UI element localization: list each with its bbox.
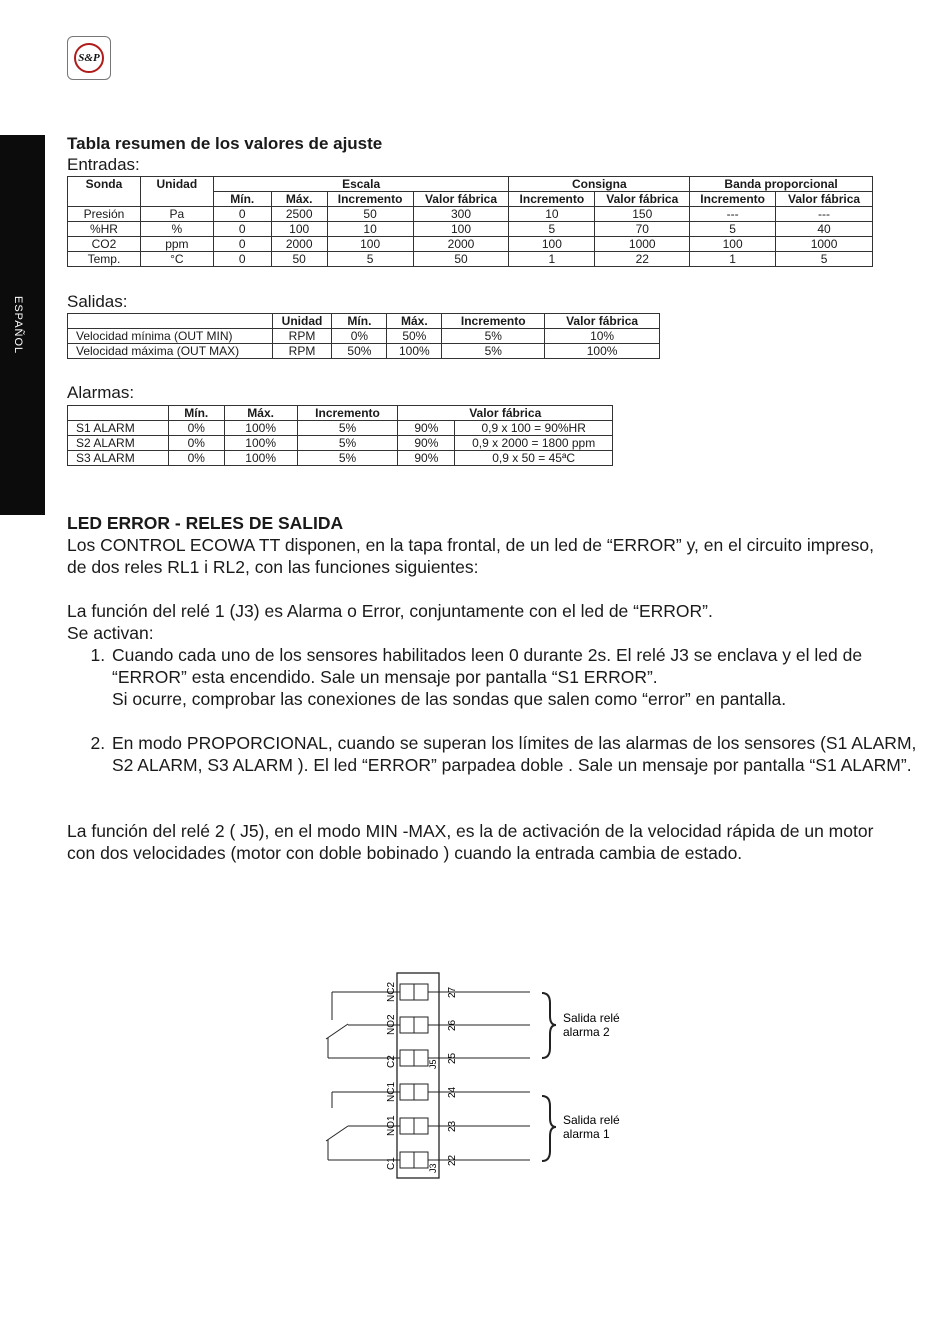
table-cell: 10 — [327, 222, 413, 237]
header-valor-fabrica: Valor fábrica — [413, 192, 509, 207]
terminal-label: C2 — [386, 1055, 397, 1068]
terminal-label: NC2 — [386, 981, 397, 1002]
led-intro: Los CONTROL ECOWA TT disponen, en la tapa frontal, de un led de “ERROR” y, en el circuito impreso, de dos reles RL1 i RL2, con las funciones siguientes: — [67, 535, 874, 577]
brace-alarm2 — [542, 993, 556, 1058]
activate-label: Se activan: — [67, 623, 154, 643]
terminal-number: 25 — [447, 1052, 458, 1064]
terminal-number: 24 — [447, 1086, 458, 1098]
sp-logo — [67, 36, 111, 80]
table-cell: %HR — [68, 222, 141, 237]
header-escala: Escala — [213, 177, 509, 192]
table-row — [68, 451, 613, 466]
table-cell: 300 — [413, 207, 509, 222]
terminal-number: 27 — [447, 986, 458, 998]
table-cell: 0% — [168, 421, 224, 436]
table-cell: 100 — [509, 237, 595, 252]
table-cell: 0 — [213, 252, 271, 267]
table-cell: RPM — [272, 344, 332, 359]
table-cell: 0% — [168, 451, 224, 466]
table-header: Máx. — [224, 406, 297, 421]
table-cell: 5 — [776, 252, 873, 267]
table-cell: 5% — [442, 344, 545, 359]
table-cell: Velocidad mínima (OUT MIN) — [68, 329, 273, 344]
table-cell: S3 ALARM — [68, 451, 169, 466]
terminal-label: C1 — [386, 1157, 397, 1170]
table-cell: 100 — [690, 237, 776, 252]
outputs-label: Salidas: — [67, 292, 128, 311]
table-header: Valor fábrica — [545, 314, 660, 329]
table-cell: % — [140, 222, 213, 237]
table-cell: 0% — [332, 329, 387, 344]
sidebar-language-label: ESPAÑOL — [12, 296, 24, 355]
alarms-label: Alarmas: — [67, 383, 135, 402]
table-header — [68, 314, 273, 329]
table-cell: 5% — [442, 329, 545, 344]
table-row — [68, 344, 660, 359]
activation-list — [67, 644, 930, 776]
table-cell: 5% — [297, 451, 398, 466]
item2-text: En modo PROPORCIONAL, cuando se superan los límites de las alarmas de los sensores (S1 ALARM, S2 ALARM, S3 ALARM ). El led “ERROR” parpadea doble . Sale un mensaje por pantalla “S1 ALARM”. — [112, 733, 917, 775]
header-sonda: Sonda — [68, 177, 141, 207]
terminal-number: 22 — [447, 1154, 458, 1166]
table-cell: 2000 — [271, 237, 327, 252]
table-cell: 0,9 x 100 = 90%HR — [455, 421, 613, 436]
table-row — [68, 252, 873, 267]
table-cell: 0 — [213, 222, 271, 237]
relay-wiring-diagram — [320, 968, 640, 1183]
table-cell: 100% — [387, 344, 442, 359]
table-cell: CO2 — [68, 237, 141, 252]
table-cell: 5% — [297, 436, 398, 451]
table-header — [68, 406, 169, 421]
table-cell: 100% — [224, 436, 297, 451]
table-cell: 1 — [509, 252, 595, 267]
table-cell: 50 — [327, 207, 413, 222]
table-cell: 100% — [545, 344, 660, 359]
table-cell: 2000 — [413, 237, 509, 252]
table-cell: RPM — [272, 329, 332, 344]
alarms-table — [67, 405, 613, 466]
table-cell: 150 — [595, 207, 690, 222]
terminal-number: 23 — [447, 1120, 458, 1132]
table-cell: ppm — [140, 237, 213, 252]
logo-mark: S&P — [74, 43, 104, 73]
table-cell: 90% — [398, 451, 455, 466]
table-cell: 2500 — [271, 207, 327, 222]
contact-lever — [326, 1024, 348, 1039]
table-row — [68, 222, 873, 237]
table-cell: Pa — [140, 207, 213, 222]
item1-text: Cuando cada uno de los sensores habilitados leen 0 durante 2s. El relé J3 se enclava y el led de “ERROR” esta encendido. Sale un mensaje por pantalla “S1 ERROR”. — [112, 645, 863, 687]
table-cell: 10% — [545, 329, 660, 344]
header-valor-fabrica: Valor fábrica — [595, 192, 690, 207]
table-cell: 50 — [271, 252, 327, 267]
table-cell: 0,9 x 50 = 45ªC — [455, 451, 613, 466]
list-item — [110, 732, 930, 776]
table-row — [68, 237, 873, 252]
relay1-text: La función del relé 1 (J3) es Alarma o Error, conjuntamente con el led de “ERROR”. — [67, 601, 713, 621]
table-row — [68, 207, 873, 222]
terminal-label: NO2 — [386, 1014, 397, 1035]
table-cell: 5 — [690, 222, 776, 237]
table-cell: Velocidad máxima (OUT MAX) — [68, 344, 273, 359]
table-cell: --- — [690, 207, 776, 222]
table-header: Incremento — [442, 314, 545, 329]
led-section-title: LED ERROR - RELES DE SALIDA — [67, 513, 344, 533]
inputs-table — [67, 176, 873, 267]
table-cell: 100 — [327, 237, 413, 252]
terminal-number: 26 — [447, 1019, 458, 1031]
table-cell: 5 — [327, 252, 413, 267]
table-header: Incremento — [297, 406, 398, 421]
summary-title: Tabla resumen de los valores de ajuste — [67, 134, 383, 153]
table-header: Mín. — [168, 406, 224, 421]
table-cell: 1000 — [776, 237, 873, 252]
table-cell: 50% — [332, 344, 387, 359]
table-cell: °C — [140, 252, 213, 267]
header-valor-fabrica: Valor fábrica — [776, 192, 873, 207]
table-cell: 100 — [413, 222, 509, 237]
connector-label: J3 — [428, 1163, 438, 1173]
header-banda: Banda proporcional — [690, 177, 873, 192]
list-item — [110, 644, 930, 732]
table-cell: 0,9 x 2000 = 1800 ppm — [455, 436, 613, 451]
table-cell: 50 — [413, 252, 509, 267]
header-min: Mín. — [213, 192, 271, 207]
table-cell: 1000 — [595, 237, 690, 252]
header-incremento: Incremento — [327, 192, 413, 207]
table-cell: 50% — [387, 329, 442, 344]
header-max: Máx. — [271, 192, 327, 207]
group-label-alarm2: Salida relé alarma 2 — [563, 1011, 620, 1039]
table-cell: 40 — [776, 222, 873, 237]
inputs-label: Entradas: — [67, 155, 140, 174]
table-row — [68, 329, 660, 344]
table-cell: 5 — [509, 222, 595, 237]
table-header: Valor fábrica — [398, 406, 613, 421]
header-unidad: Unidad — [140, 177, 213, 207]
table-header: Mín. — [332, 314, 387, 329]
table-header: Máx. — [387, 314, 442, 329]
table-header: Unidad — [272, 314, 332, 329]
connector-label: J5 — [428, 1059, 438, 1069]
table-cell: 90% — [398, 421, 455, 436]
table-cell: S1 ALARM — [68, 421, 169, 436]
table-row — [68, 421, 613, 436]
table-cell: 5% — [297, 421, 398, 436]
group-label-alarm1: Salida relé alarma 1 — [563, 1113, 620, 1141]
table-cell: 100% — [224, 451, 297, 466]
table-cell: 0 — [213, 207, 271, 222]
brace-alarm1 — [542, 1096, 556, 1161]
table-row — [68, 436, 613, 451]
header-incremento: Incremento — [509, 192, 595, 207]
outputs-table — [67, 313, 660, 359]
table-cell: Presión — [68, 207, 141, 222]
terminal-label: NC1 — [386, 1081, 397, 1102]
relay2-text: La función del relé 2 ( J5), en el modo MIN -MAX, es la de activación de la velocidad rápida de un motor con dos velocidades (motor con doble bobinado ) cuando la entrada cambia de estado. — [67, 821, 874, 863]
table-cell: 10 — [509, 207, 595, 222]
terminal-label: NO1 — [386, 1115, 397, 1136]
table-cell: --- — [776, 207, 873, 222]
header-incremento: Incremento — [690, 192, 776, 207]
item1-note: Si ocurre, comprobar las conexiones de las sondas que salen como “error” en pantalla. — [112, 689, 787, 709]
table-cell: 90% — [398, 436, 455, 451]
header-consigna: Consigna — [509, 177, 690, 192]
table-cell: 0% — [168, 436, 224, 451]
table-cell: Temp. — [68, 252, 141, 267]
table-cell: 100 — [271, 222, 327, 237]
table-cell: 100% — [224, 421, 297, 436]
table-cell: 22 — [595, 252, 690, 267]
table-cell: S2 ALARM — [68, 436, 169, 451]
table-cell: 70 — [595, 222, 690, 237]
table-cell: 0 — [213, 237, 271, 252]
table-cell: 1 — [690, 252, 776, 267]
terminal-block — [397, 973, 439, 1178]
